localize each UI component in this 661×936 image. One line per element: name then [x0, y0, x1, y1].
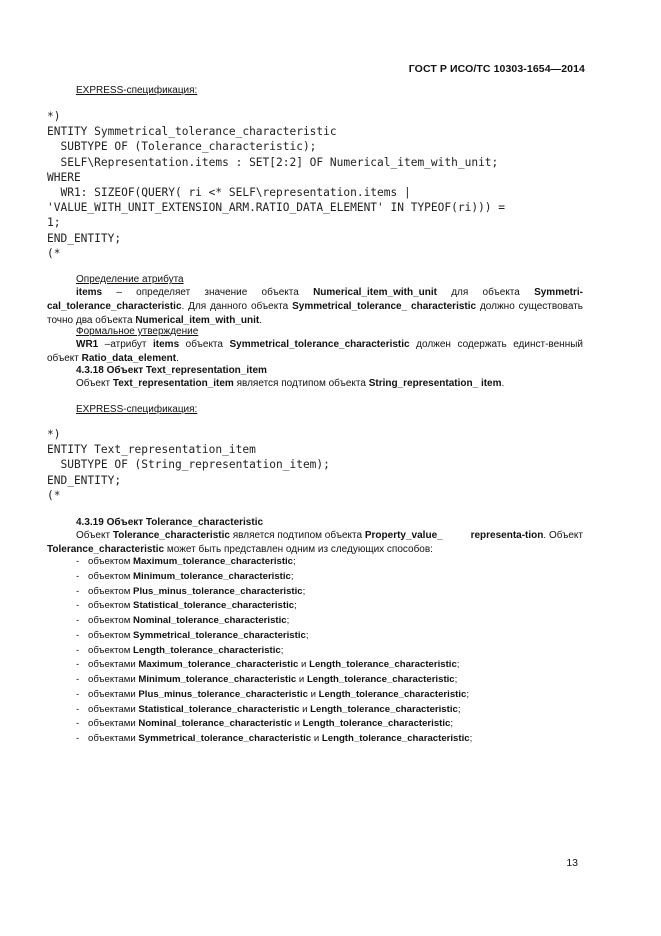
list-item: - объектом Minimum_tolerance_characteristic; — [76, 570, 294, 582]
formal-heading: Формальное утверждение — [76, 326, 199, 337]
list-item: - объектами Symmetrical_tolerance_characteristic и Length_tolerance_characteristic; — [76, 733, 473, 744]
methods-list — [76, 555, 472, 747]
list-item: - объектами Nominal_tolerance_characteristic и Length_tolerance_characteristic; — [76, 718, 454, 730]
list-item: - объектом Maximum_tolerance_characteristic; — [76, 556, 296, 567]
code-block-1: *) ENTITY Symmetrical_tolerance_characteristic SUBTYPE OF (Tolerance_characteristic); SELF\Representation.items : SET[2:2] OF Numerical_item_with_unit; WHERE WR1: SIZEOF(QUERY( ri <* SELF\representation.items | 'VALUE_WITH_UNIT_EXTENSION_ARM.RATIO_DATA_ELEMENT' IN TYPEOF(ri))) = 1; END_ENTITY; (* — [47, 110, 506, 260]
formal-paragraph: WR1 –атрибут items объекта Symmetrical_tolerance_characteristic должен содержать единст-венный объект Ratio_data_element. — [47, 339, 583, 364]
list-item: - объектами Plus_minus_tolerance_characteristic и Length_tolerance_characteristic; — [76, 688, 470, 700]
express-label-1: EXPRESS-спецификация: — [76, 85, 198, 96]
list-item: - объектом Nominal_tolerance_characteristic; — [76, 615, 290, 626]
list-item: - объектами Statistical_tolerance_characteristic и Length_tolerance_characteristic; — [76, 703, 461, 715]
attr-def-paragraph: items – определяет значение объекта Numerical_item_with_unit для объекта Symmetri-cal_tolerance_characteristic. Для данного объекта Symmetrical_tolerance_ characteristic должно существовать точно два объекта Numerical_item_with_unit. — [47, 287, 583, 326]
page-number: 13 — [566, 857, 578, 869]
attr-name: items — [76, 287, 103, 298]
express-label-2: EXPRESS-спецификация: — [76, 404, 198, 415]
page-header: ГОСТ Р ИСО/ТС 10303-1654—2014 — [408, 63, 585, 75]
list-item: - объектами Minimum_tolerance_characteristic и Length_tolerance_characteristic; — [76, 674, 458, 685]
section-4319-paragraph: Объект Tolerance_characteristic является подтипом объекта Property_value_ representa-tion. Объект Tolerance_characteristic может быть представлен одним из следующих способов: — [47, 530, 583, 555]
list-item: - объектами Maximum_tolerance_characteristic и Length_tolerance_characteristic; — [76, 659, 460, 671]
list-item: - объектом Length_tolerance_characteristic; — [76, 644, 284, 656]
attr-def-heading: Определение атрибута — [76, 274, 184, 285]
section-4318-paragraph: Объект Text_representation_item является подтипом объекта String_representation_ item. — [76, 378, 505, 389]
section-4319-heading: 4.3.19 Объект Tolerance_characteristic — [76, 517, 264, 528]
section-4318-heading: 4.3.18 Объект Text_representation_item — [76, 365, 267, 376]
list-item: - объектом Statistical_tolerance_characteristic; — [76, 600, 297, 612]
list-item: - объектом Symmetrical_tolerance_characteristic; — [76, 629, 309, 641]
list-item: - объектом Plus_minus_tolerance_characteristic; — [76, 585, 306, 597]
code-block-2: *) ENTITY Text_representation_item SUBTYPE OF (String_representation_item); END_ENTITY; (* — [47, 428, 330, 502]
